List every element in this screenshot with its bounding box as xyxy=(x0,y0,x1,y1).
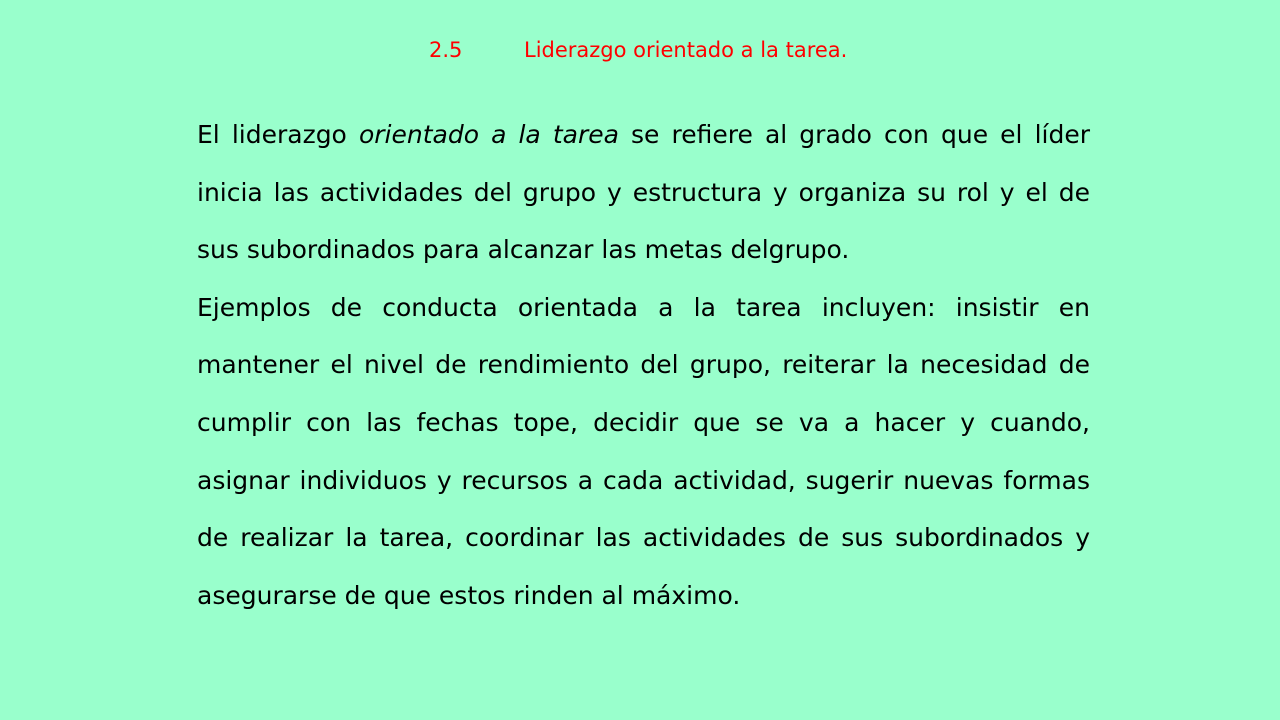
paragraph-examples: Ejemplos de conducta orientada a la tarea incluyen: insistir en mantener el nivel de rendimiento del grupo, reiterar la necesidad de cumplir con las fechas tope, decidir que se va a hacer y cuando, asignar individuos y recursos a cada actividad, sugerir nuevas formas de realizar la tarea, coordinar las actividades de sus subordinados y asegurarse de que estos rinden al máximo. xyxy=(197,292,1090,610)
paragraph-definition xyxy=(197,106,1090,279)
paragraph-definition-emphasis: orientado a la tarea xyxy=(358,120,619,149)
paragraph-definition-rest: se refiere al grado con que el líder inicia las actividades del grupo y estructura y organiza su rol y el de sus subordinados para alcanzar las metas delgrupo. xyxy=(197,120,1091,265)
paragraph-definition-start: El liderazgo xyxy=(197,120,359,149)
section-number: 2.5 xyxy=(429,38,463,62)
slide-title xyxy=(0,34,1280,66)
section-title: Liderazgo orientado a la tarea. xyxy=(524,38,848,62)
body-text xyxy=(197,106,1090,624)
